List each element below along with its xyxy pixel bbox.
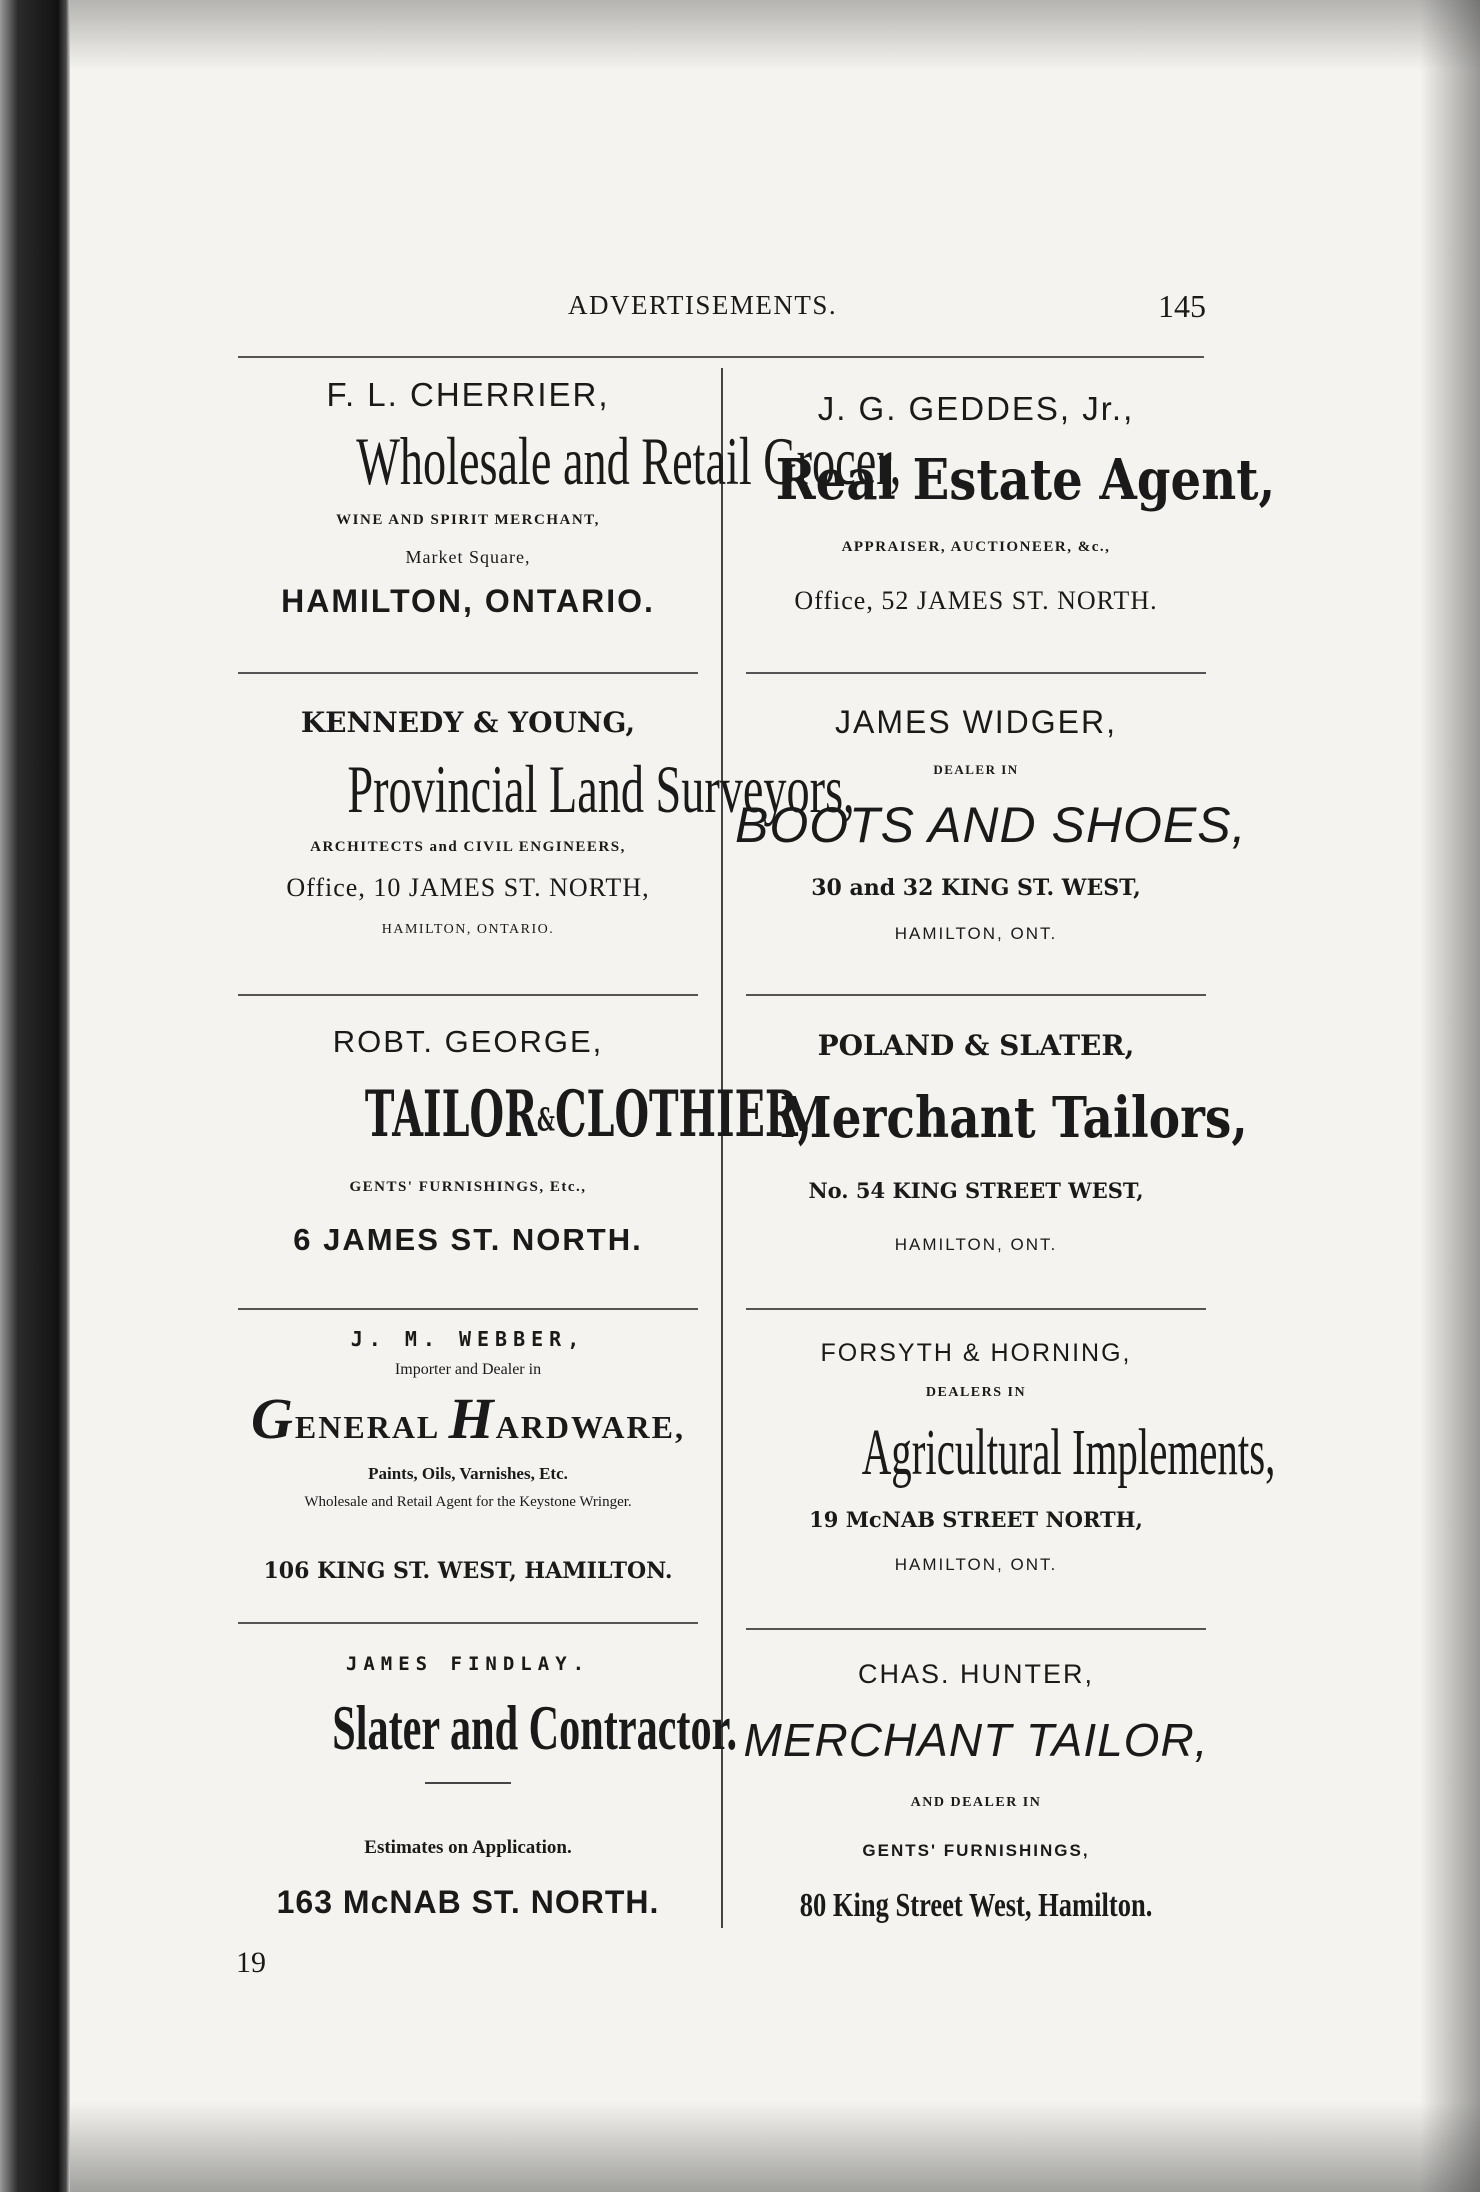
ad-james-findlay [228, 1640, 738, 1930]
ad-james-widger [735, 692, 1247, 954]
ad-separator [238, 994, 698, 996]
ad-kennedy-young [228, 698, 855, 948]
street-address: 6 JAMES ST. NORTH. [293, 1222, 643, 1257]
advertiser-name: J. M. WEBBER, [350, 1327, 586, 1351]
trade-subheading: ARCHITECTS and CIVIL ENGINEERS, [310, 839, 626, 855]
office-address: Office, 52 JAMES ST. NORTH. [794, 586, 1158, 615]
trade-heading: Merchant Tailors, [779, 1085, 1248, 1151]
advertiser-name: FORSYTH & HORNING, [820, 1339, 1132, 1367]
street-address: 80 King Street West, Hamilton. [799, 1887, 1153, 1924]
street-address: 30 and 32 KING ST. WEST, [811, 875, 1141, 901]
trade-subheading: WINE AND SPIRIT MERCHANT, [336, 512, 600, 528]
advertiser-name: KENNEDY & YOUNG, [300, 706, 636, 739]
dealer-role: Importer and Dealer in [394, 1361, 542, 1378]
dealer-role: AND DEALER IN [910, 1795, 1042, 1810]
advertiser-name: JAMES FINDLAY. [345, 1653, 591, 1675]
signature-mark: 19 [236, 1946, 266, 1979]
trade-heading: Agricultural Implements, [861, 1416, 1276, 1489]
street-address: No. 54 KING STREET WEST, [808, 1178, 1144, 1203]
page-number: 145 [1158, 288, 1206, 324]
page-edge-shadow-right [1420, 0, 1480, 2192]
city-line: HAMILTON, ONT. [894, 1235, 1058, 1254]
ad-separator [238, 1622, 698, 1624]
goods-line: Paints, Oils, Varnishes, Etc. [368, 1464, 568, 1483]
ad-chas-hunter [735, 1648, 1217, 1936]
advertiser-name: POLAND & SLATER, [817, 1029, 1135, 1062]
advertiser-name: J. G. GEDDES, Jr., [817, 390, 1135, 427]
trade-subheading: APPRAISER, AUCTIONEER, &c., [841, 539, 1111, 555]
book-spine-shadow [0, 0, 70, 2192]
location: Market Square, [405, 547, 531, 567]
dealer-role: DEALERS IN [925, 1385, 1027, 1400]
city-line: HAMILTON, ONTARIO. [381, 922, 555, 937]
ornate-initial: G [251, 1386, 295, 1451]
page-edge-shadow-bottom [70, 2102, 1480, 2192]
ad-separator [746, 1628, 1206, 1630]
street-address: 19 McNAB STREET NORTH, [809, 1507, 1143, 1532]
trade-heading: Slater and Contractor. [332, 1692, 738, 1763]
goods-line: GENTS' FURNISHINGS, [862, 1841, 1090, 1860]
advertiser-name: JAMES WIDGER, [834, 704, 1117, 740]
advertiser-name: F. L. CHERRIER, [326, 376, 610, 413]
street-address: 106 KING ST. WEST, HAMILTON. [263, 1558, 673, 1584]
street-address: 163 McNAB ST. NORTH. [276, 1884, 660, 1920]
trade-heading: Wholesale and Retail Grocer, [356, 423, 902, 499]
advertiser-name: ROBT. GEORGE, [332, 1024, 604, 1059]
trade-heading: BOOTS AND SHOES, [735, 797, 1247, 853]
ad-jg-geddes [735, 376, 1276, 626]
trade-heading-part: CLOTHIER, [554, 1077, 812, 1152]
ampersand-ornament: & [537, 1100, 555, 1139]
advertiser-name: CHAS. HUNTER, [857, 1659, 1094, 1689]
ad-robt-george [228, 1016, 812, 1268]
trade-heading: Provincial Land Surveyors, [347, 751, 855, 827]
ad-separator [746, 994, 1206, 996]
ad-cherrier [228, 376, 902, 626]
ad-forsyth-horning [735, 1330, 1276, 1586]
ad-separator [746, 672, 1206, 674]
trade-heading-part: ARDWARE, [495, 1409, 685, 1445]
trade-heading [228, 1384, 708, 1454]
ornate-initial: H [448, 1386, 496, 1451]
city-line: HAMILTON, ONT. [894, 1555, 1058, 1574]
ad-separator [238, 672, 698, 674]
page-edge-shadow-top [70, 0, 1480, 70]
running-head: ADVERTISEMENTS. [568, 290, 838, 320]
dealer-role: DEALER IN [933, 762, 1019, 777]
trade-subheading: GENTS' FURNISHINGS, Etc., [349, 1179, 587, 1195]
estimate-note: Estimates on Application. [364, 1837, 572, 1858]
office-address: Office, 10 JAMES ST. NORTH, [286, 873, 650, 902]
header-rule [238, 356, 1204, 358]
agent-note: Wholesale and Retail Agent for the Keystone Wringer. [304, 1494, 632, 1510]
city-line: HAMILTON, ONTARIO. [281, 583, 655, 619]
mini-rule [425, 1782, 511, 1784]
trade-heading-part: ENERAL [294, 1409, 449, 1445]
trade-heading-part: TAILOR [364, 1077, 538, 1152]
ad-poland-slater [735, 1016, 1248, 1268]
trade-heading: Real Estate Agent, [775, 447, 1276, 513]
ad-separator [238, 1308, 698, 1310]
city-line: HAMILTON, ONT. [894, 924, 1058, 943]
trade-heading: MERCHANT TAILOR, [743, 1714, 1209, 1766]
ad-jm-webber [228, 1322, 708, 1596]
ad-separator [746, 1308, 1206, 1310]
